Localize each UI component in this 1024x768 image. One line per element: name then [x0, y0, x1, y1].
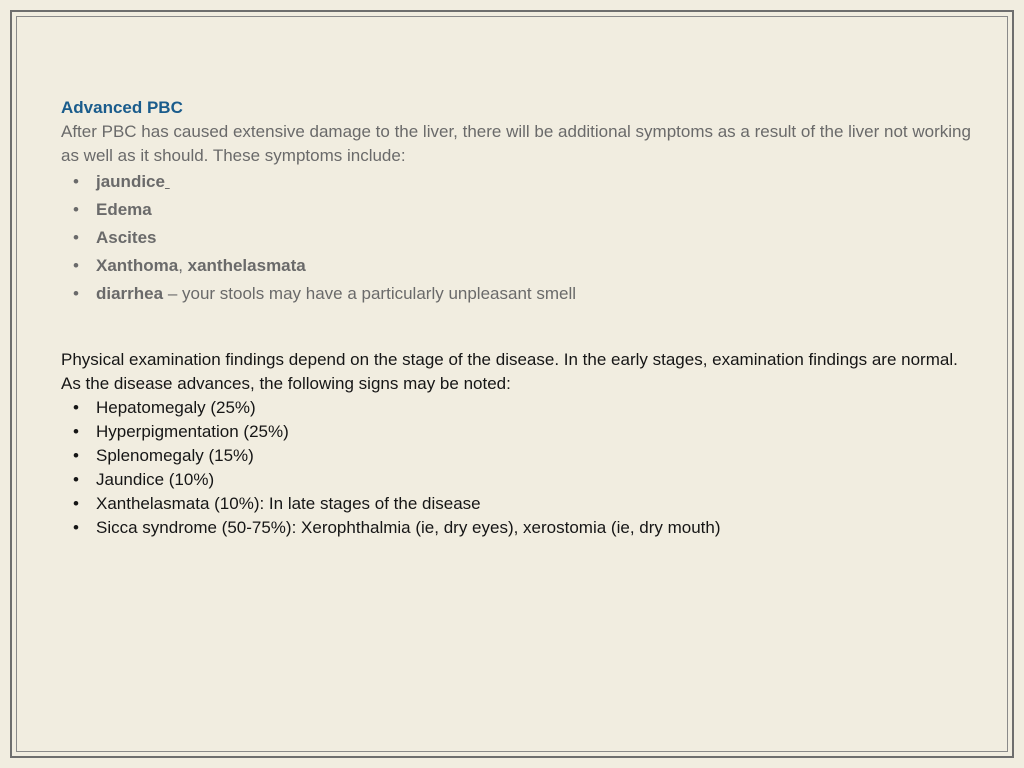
- symptoms-list: [61, 168, 971, 308]
- list-item: [61, 516, 971, 540]
- list-item: [61, 168, 971, 196]
- bullet: •: [73, 446, 79, 465]
- list-item: [61, 280, 971, 308]
- list-item: [61, 196, 971, 224]
- bullet: •: [73, 200, 79, 219]
- intro-paragraph: After PBC has caused extensive damage to the liver, there will be additional symptoms as a result of the liver not working as well as it should. These symptoms include:: [61, 122, 971, 165]
- bullet: •: [73, 494, 79, 513]
- symptom-term: diarrhea: [96, 284, 164, 303]
- list-item: [61, 444, 971, 468]
- sign-text: Hepatomegaly (25%): [96, 398, 256, 417]
- signs-list: [61, 396, 971, 540]
- sign-text: Jaundice (10%): [96, 470, 215, 489]
- list-item: [61, 468, 971, 492]
- symptom-term: Edema: [96, 200, 152, 219]
- sign-text: Splenomegaly (15%): [96, 446, 254, 465]
- symptom-detail: – your stools may have a particularly unpleasant smell: [163, 284, 577, 303]
- bullet: •: [73, 256, 79, 275]
- list-item: • Xanthoma, xanthelasmata: [61, 252, 971, 280]
- symptom-term: Ascites: [96, 228, 157, 247]
- bullet: •: [73, 422, 79, 441]
- list-item: [61, 224, 971, 252]
- bullet: •: [73, 398, 79, 417]
- sign-text: Hyperpigmentation (25%): [96, 422, 289, 441]
- sign-text: Sicca syndrome (50-75%): Xerophthalmia (ie, dry eyes), xerostomia (ie, dry mouth): [96, 518, 721, 537]
- symptom-term: jaundice: [96, 172, 165, 191]
- exam-paragraph: Physical examination findings depend on the stage of the disease. In the early stages, examination findings are normal. As the disease advances, the following signs may be noted:: [61, 350, 958, 393]
- bullet: •: [73, 518, 79, 537]
- slide-content: [61, 96, 971, 540]
- list-item: [61, 396, 971, 420]
- bullet: •: [73, 228, 79, 247]
- section-heading: Advanced PBC: [61, 98, 183, 117]
- bullet: •: [73, 172, 79, 191]
- list-item: [61, 420, 971, 444]
- symptom-term-secondary: xanthelasmata: [187, 256, 306, 275]
- symptom-trailing-space: [165, 172, 170, 191]
- sign-text: Xanthelasmata (10%): In late stages of the disease: [96, 494, 481, 513]
- bullet: •: [73, 284, 79, 303]
- symptom-term: Xanthoma: [96, 256, 179, 275]
- bullet: •: [73, 470, 79, 489]
- list-item: [61, 492, 971, 516]
